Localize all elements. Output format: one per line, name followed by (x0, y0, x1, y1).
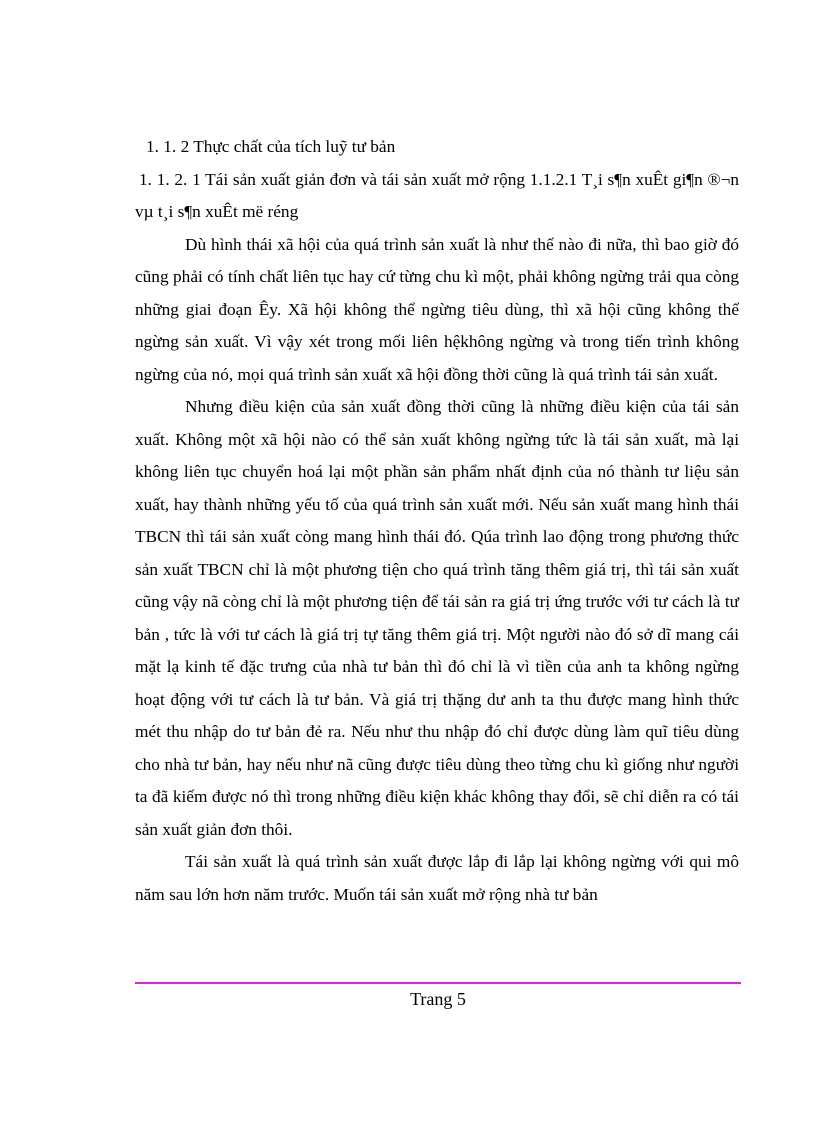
section-heading-1-1-2: 1. 1. 2 Thực chất của tích luỹ tư bản (146, 137, 396, 156)
footer-rule (135, 982, 741, 984)
page-number: Trang 5 (410, 989, 466, 1009)
paragraph-1: Dù hình thái xã hội của quá trình sản xuất là như thế nào đi nữa, thì bao giờ đó cũng phải có tính chất liên tục hay cứ từng chu kì một, phải không ngừng trải qua còng những giai đoạn Êy. Xã hội không thể ngừng tiêu dùng, thì xã hội cũng không thể ngừng sản xuất. Vì vậy xét trong mối liên hệkhông ngừng và trong tiến trình không ngừng của nó, mọi quá trình sản xuất xã hội đồng thời cũng là quá trình tái sản xuất. (135, 234, 739, 384)
paragraph-2: Nhưng điều kiện của sản xuất đồng thời cũng là những điều kiện của tái sản xuất. Không một xã hội nào có thể sản xuất không ngừng tức là tái sản xuất, mà lại không liên tục chuyển hoá lại một phần sản phẩm nhất định của nó thành tư liệu sản xuất, hay thành những yếu tố của quá trình sản xuất mới. Nếu sản xuất mang hình thái TBCN thì tái sản xuất còng mang hình thái đó. Qúa trình lao động trong phương thức sản xuất TBCN chỉ là một phương tiện cho quá trình tăng thêm giá trị, thì tái sản xuất cũng vậy nã còng chỉ là một phương tiện để tái sản ra giá trị ứng trước với tư cách là tư bản , tức là với tư cách là giá trị tự tăng thêm giá trị. Một người nào đó sở dĩ mang cái mặt lạ kinh tế đặc trưng của nhà tư bản thì đó chỉ là vì tiền của anh ta không ngừng hoạt động với tư cách là tư bản. Và giá trị thặng dư anh ta thu được mang hình thức mét thu nhập do tư bản đẻ ra. Nếu như thu nhập đó chỉ được dùng làm quĩ tiêu dùng cho nhà tư bản, hay nếu như nã cũng được tiêu dùng theo từng chu kì giống như người ta đã kiếm được nó thì trong những điều kiện khác không thay đổi, sẽ chỉ diễn ra có tái sản xuất giản đơn thôi. (135, 397, 739, 839)
section-heading-1-1-2-1: 1. 1. 2. 1 Tái sản xuất giản đơn và tái sản xuất mở rộng 1.1.2.1 T¸i s¶n xuÊt gi¶n ®¬n vµ t¸i s¶n xuÊt më réng (135, 169, 739, 221)
paragraph-3: Tái sản xuất là quá trình sản xuất được lắp đi lắp lại không ngừng với qui mô năm sau lớn hơn năm trước. Muốn tái sản xuất mở rộng nhà tư bản (135, 852, 739, 904)
document-body (135, 131, 739, 911)
